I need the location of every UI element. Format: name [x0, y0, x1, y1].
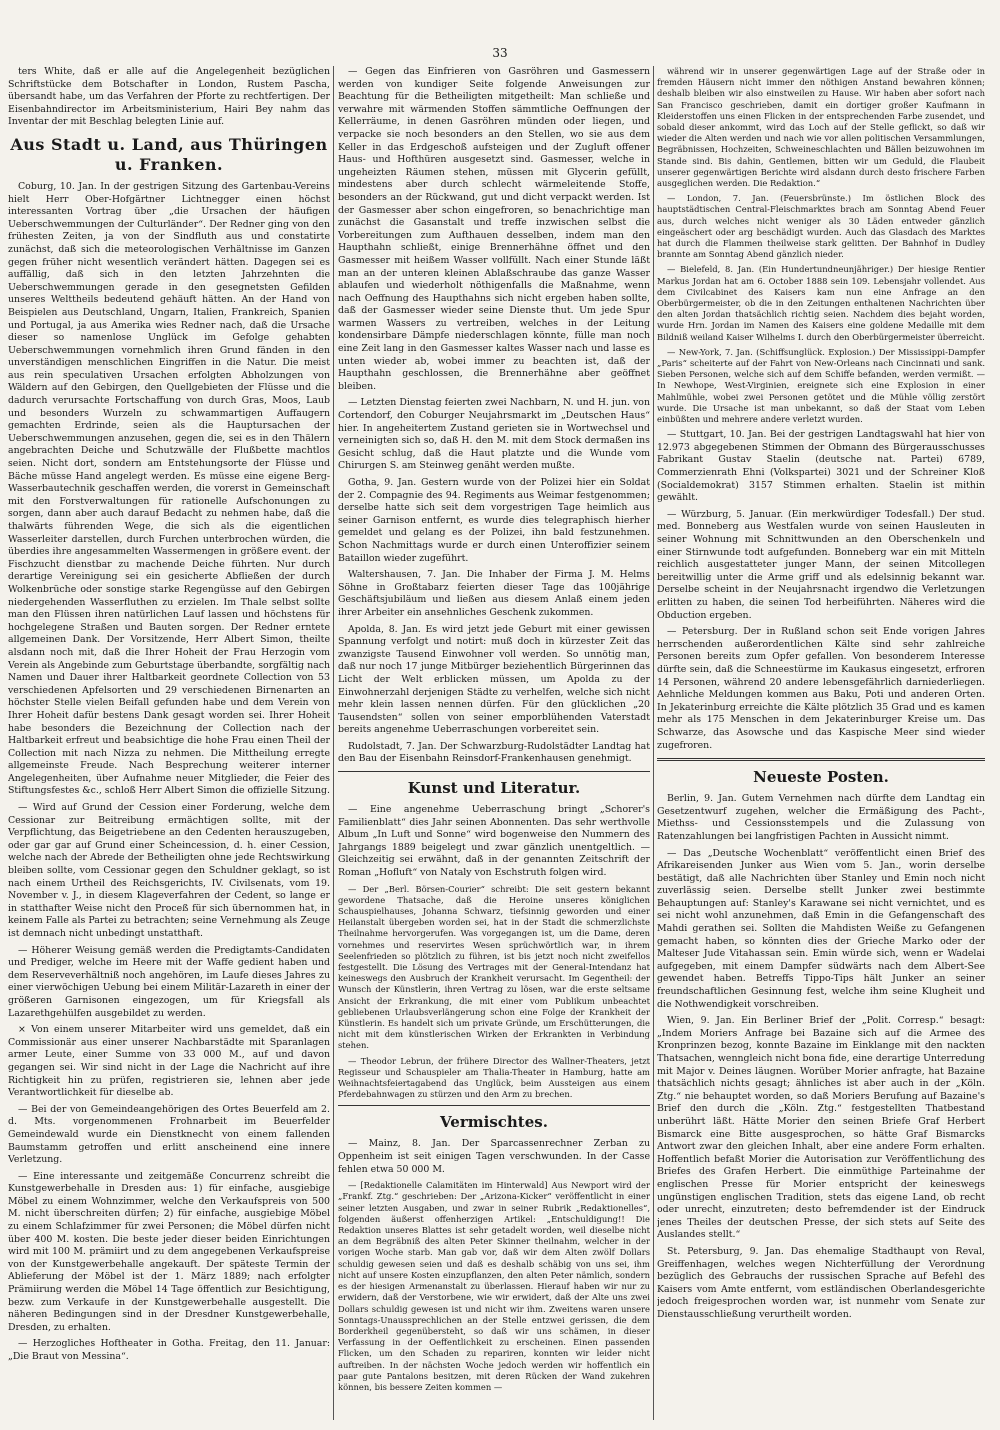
article-beuerfeld: — Bei der von Gemeindeangehörigen des Ortes Beuerfeld am 2. d. Mts. vorgenommenen Frohnarbeit im Beuerfelder Gemeindewald wurde ein Dienstknecht von einem fallenden Baumstamm getroffen und erlitt anscheinend eine innere Verletzung. — [8, 1103, 330, 1166]
article-commissionaer: × Von einem unserer Mitarbeiter wird uns gemeldet, daß ein Commissionär aus einer unserer Nachbarstädte mit Sparanlagen armer Leute, einer Summe von 33 000 M., auf und davon gegangen sei. Wir sind nicht in der Lage die Nachricht auf ihre Richtigkeit hin zu prüfen, registrieren sie, lehnen aber jede Verantwortlichkeit für dieselbe ab. — [8, 1024, 330, 1099]
section-heading-neueste-posten: Neueste Posten. — [753, 768, 889, 787]
section-rule — [338, 771, 650, 772]
article-schorer: — Eine angenehme Ueberraschung bringt „Schorer's Familienblatt“ dies Jahr seinen Abonnenten. Das sehr werthvolle Album „In Luft und Sonne“ wird bogenweise den Nummern des Jahrgangs 1889 beigelegt und zwar gänzlich unentgeltlich. — Gleichzeitig sei erwähnt, daß in der genannten Zeitschrift der Roman „Hofluft“ von Nataly von Eschstruth folgen wird. — [338, 804, 650, 879]
section-heading-kunst: Kunst und Literatur. — [407, 779, 581, 798]
article-gotha: Gotha, 9. Jan. Gestern wurde von der Polizei hier ein Soldat der 2. Compagnie des 94. Regiments aus Weimar festgenommen; derselbe hatte sich seit dem vorgestrigen Tage heimlich aus seiner Garnison entfernt, es wurde dies telegraphisch hierher gemeldet und gelang es der Polizei, ihn bald festzunehmen. Schon Nachmittags wurde er durch einen Unteroffizier seinem Bataillon wieder zugeführt. — [338, 477, 650, 564]
section-rule — [338, 1105, 650, 1106]
article-cession: — Wird auf Grund der Cession einer Forderung, welche dem Cessionar zur Beitreibung ermächtigen sollte, mit der Verpflichtung, das Beigetriebene an den Cedenten herauszugeben, oder gar gar auf Grund einer Scheincession, d. h. einer Cession, welche nach der Abrede der Betheiligten ohne jede Rechtswirkung bleiben sollte, vom Cessionar gegen den Schuldner geklagt, so ist nach einem Urtheil des Reichsgerichts, IV. Civilsenats, vom 19. November v. J., in diesem Klageverfahren der Cedent, so lange er in statthafter Weise nicht den Proceß für sich übernommen hat, in keinem Falle als Partei zu betrachten; seine Vernehmung als Zeuge ist demnach nicht unbedingt unstatthaft. — [8, 802, 330, 939]
article-lebrun: — Theodor Lebrun, der frühere Director des Wallner-Theaters, jetzt Regisseur und Schauspieler am Thalia-Theater in Hamburg, hatte am Weihnachtsfeiertagabend das Unglück, beim Aussteigen aus einem Pferdebahnwagen zu stürzen und den Arm zu brechen. — [338, 1055, 650, 1100]
article-berlin: Berlin, 9. Jan. Gutem Vernehmen nach dürfte dem Landtag ein Gesetzentwurf zugehen, welcher die Ermäßigung des Pacht-, Miethss- und Cessionsstempels und die Zulassung von Ratenzahlungen bei langfristigen Pachten in Aussicht nimmt. — [657, 793, 985, 842]
article-coburg: Coburg, 10. Jan. In der gestrigen Sitzung des Gartenbau-Vereins hielt Herr Ober-Hofgärtner Lichtnegger einen höchst interessanten Vortrag über „die Ursachen der häufigen Ueberschwemmungen der Culturländer“. Der Redner ging von den frühesten Zeiten, ja von der Sindfluth aus und constatirte zunächst, daß sich die meteorologischen Verhältnisse im Ganzen gegen früher nicht wesentlich verändert hätten. Dagegen sei es auffällig, daß sich in den letzten Jahrzehnten die Ueberschwemmungen gerade in den gesegnetsten Gefilden unseres Welttheils bedeutend gehäuft hätten. An der Hand von Beispielen aus Deutschland, Ungarn, Italien, Frankreich, Spanien und Portugal, ja aus Amerika wies Redner nach, daß die Ursache dieser so namenlose Unglück im Gefolge gehabten Ueberschwemmungen vornehmlich ihren Grund fänden in den unverständigen menschlichen Eingriffen in die Natur. Die meist aus rein speculativen Ursachen erfolgten Abholzungen von Wäldern auf den Gebirgen, den Quellgebieten der Flüsse und die dadurch verursachte Fortschaffung von durch Gras, Moos, Laub und besonders Wurzeln zu schwammartigen Auffaugern gemachten Erdrinde, seien als die Hauptursachen der Ueberschwemmungen anzusehen, gegen die, sei es in den Thälern angebrachten Deiche und Schutzwälle der Flußbette machtlos seien. Nicht dort, sondern am Entstehungsorte der Flüsse und Bäche müsse Hand angelegt werden. Es müsse eine eigene Berg-Wasserbautechnik geschaffen werden, die vorerst in Gemeinschaft mit den Forstverwaltungen für rationelle Aufschonungen zu sorgen, dann aber auch darauf Bedacht zu nehmen habe, daß die thalwärts führenden Wege, die sich als die eigentlichen Wasserleiter darstellen, durch Furchen unterbrochen würden, die überdies ihre angesammelten Wassermengen in größere event. der Fischzucht dienstbar zu machende Deiche führten. Nur durch derartige Vereinigung sei ein gesicherte Abfließen der durch Wolkenbrüche oder sonstige starke Regengüsse auf den Gebirgen niedergehenden Wasserfluthen zu erzielen. Im Thale selbst sollte man den Flüssen ihren natürlichen Lauf lassen und höchstens für hochgelegene Straßen und Bauten sorgen. Der Redner erntete allgemeinen Dank. Der Vorsitzende, Herr Albert Simon, theilte alsdann noch mit, daß die Ihrer Hoheit der Frau Herzogin vom Verein als Angebinde zum Geburtstage überbandte, sorgfältig nach Namen und Dauer ihrer Haltbarkeit geordnete Collection von 53 verschiedenen Apfelsorten und 29 verschiedenen Birnenarten an höchster Stelle vielen Beifall gefunden habe und dem Verein von Ihrer Hoheit dafür bestens Dank gesagt worden sei. Ihrer Hoheit habe besonders die Bezeichnung der Collection nach der Haltbarkeit erfreut und beabsichtige die hohe Frau einen Theil der Collection mit nach Nizza zu nehmen. Die Mittheilung erregte allgemeinste Freude. Nach Besprechung weiterer interner Angelegenheiten, über Aufnahme neuer Mitglieder, die Feier des Stiftungsfestes &c., schloß Herr Albert Simon die offizielle Sitzung. — [8, 180, 330, 797]
article-boersen-courier: — Der „Berl. Börsen-Courier“ schreibt: Die seit gestern bekannt gewordene Thatsache, daß die Heroine unseres königlichen Schauspielhauses, Johanna Schwarz, tiefsinnig geworden und einer Heilanstalt übergeben worden sei, hat in der Stadt die schmerzlichste Theilnahme hervorgerufen. Was vorgegangen ist, um die Dame, deren vornehmes und reservirtes Wesen sprüchwörtlich war, in ihrem Seelenfrieden so plötzlich zu führen, ist bis jetzt noch nicht zweifellos festgestellt. Die Lösung des Vertrages mit der General-Intendanz hat keineswegs den Ausbruch der Krankheit verursacht. Im Gegentheil: der Wunsch der Künstlerin, ihren Vertrag zu lösen, war die erste seltsame Ansicht der Erkrankung, die mit einer vom Publikum unbeachtet gebliebenen Urlaubsverlängerung schon eine Folge der Krankheit der Künstlerin. Es handelt sich um private Gründe, um Erschütterungen, die nicht mit dem künstlerischen Wirken der Erkrankten in Verbindung stehen. — [338, 883, 650, 1051]
column-left — [8, 66, 330, 1422]
column-right — [657, 66, 985, 1422]
page-number: 33 — [492, 46, 508, 60]
article-london: — London, 7. Jan. (Feuersbrünste.) Im östlichen Block des hauptstädtischen Central-Fleischmarktes brach am Sonntag Abend Feuer aus, durch welches nicht weniger als 30 Läden entweder gänzlich eingeäschert oder arg beschädigt wurden. Auch das Glasdach des Marktes hat durch die Flammen theilweise stark gelitten. Der Bahnhof in Dudley brannte am Sonntag Abend gänzlich nieder. — [657, 193, 985, 260]
column-middle — [338, 66, 650, 1422]
article-candidates: — Höherer Weisung gemäß werden die Predigtamts-Candidaten und Prediger, welche im Heere mit der Waffe gedient haben und dem Reserveverhältniß noch angehören, im Laufe dieses Jahres zu einer vierwöchigen Uebung bei einem Militär-Lazareth in einer der größeren Garnisonen eingezogen, um für Kriegsfall als Lazarethgehülfen ausgebildet zu werden. — [8, 944, 330, 1019]
article-waltershausen: Waltershausen, 7. Jan. Die Inhaber der Firma J. M. Helms Söhne in Großtabarz feierten dieser Tage das 100jährige Geschäftsjubiläum und ließen aus diesem Anlaß einem jeden ihrer Arbeiter ein ansehnliches Geschenk zukommen. — [338, 569, 650, 618]
article-hinterwald: — [Redaktionelle Calamitäten im Hinterwald] Aus Newport wird der „Frankf. Ztg.“ geschrieben: Der „Arizona-Kicker“ veröffentlicht in einer seiner letzten Ausgaben, und zwar in seiner Rubrik „Redaktionelles“, folgenden äußerst offenherzigen Artikel: „Entschuldigung!! Die Redaktion unseres Blattes ist sehr getadelt worden, weil dieselbe nicht an dem Begräbniß des alten Peter Skinner theilnahm, welcher in der vorigen Woche starb. Man gab vor, daß wir dem Alten zwölf Dollars schuldig gewesen seien und daß es deshalb schäbig von uns sei, ihm nicht auf unsere Kosten einzupflanzen, den alten Peter nämlich, sondern es der hiesigen Armenanstalt zu überlassen. Hierauf haben wir nur zu erwidern, daß der Verstorbene, wie wir erwidert, daß der Alte uns zwei Dollars schuldig gewesen ist und nicht wir ihm. Zweitens waren unsere Sonntags-Unaussprechlichen an der Stelle entzwei gerissen, die dem Borderkheil gegenübersteht, so daß wir uns schämen, in dieser Verfassung in der Oeffentlichkeit zu erscheinen. Einen passenden Flicken, um den Schaden zu repariren, konnten wir leider nicht auftreiben. In der nächsten Woche jedoch werden wir hoffentlich ein paar gute Pantalons besitzen, mit deren Rücken der Wand zukehren können, bis bessere Zeiten kommen — — [338, 1180, 650, 1392]
article-continuation: ters White, daß er alle auf die Angelegenheit bezüglichen Schriftstücke dem Botschafter in London, Rustem Pascha, übersandt habe, um das Verfahren der Pforte zu rechtfertigen. Der Eisenbahndirector im Arbeitsministerium, Hairi Bey nahm das Inventar der mit Beschlag belegten Linie auf. — [8, 66, 330, 128]
article-stuttgart: — Stuttgart, 10. Jan. Bei der gestrigen Landtagswahl hat hier von 12.973 abgegebenen Stimmen der Obmann des Bürgerausschusses Fabrikant Gustav Staelin (deutsche nat. Partei) 6789, Commerzienrath Ehni (Volkspartei) 3021 und der Schreiner Kloß (Socialdemokrat) 3157 Stimmen erhalten. Staelin ist mithin gewählt. — [657, 429, 985, 504]
article-apolda: Apolda, 8. Jan. Es wird jetzt jede Geburt mit einer gewissen Spannung verfolgt und notirt: muß doch in kürzester Zeit das zwanzigste Tausend Einwohner voll werden. So unnötig man, daß nur noch 17 junge Mitbürger beziehentlich Bürgerinnen das Licht der Welt erblicken müssen, um Apolda zu der Einwohnerzahl derjenigen Städte zu verhelfen, welche sich nicht mehr klein lassen nennen dürfen. Für den glücklichen „20 Tausendsten“ sollen von seiner emporblühenden Vaterstadt bereits angenehme Ueberraschungen vorbereitet sein. — [338, 623, 650, 736]
article-wuerzburg: — Würzburg, 5. Januar. (Ein merkwürdiger Todesfall.) Der stud. med. Bonneberg aus Westfalen wurde von seinen Hausleuten in seiner Wohnung mit Schnittwunden an den Oberschenkeln und einer Stirnwunde todt aufgefunden. Bonneberg war ein mit Mitteln reichlich ausgestatteter junger Mann, der seinen Mitcollegen bereitwillig unter die Arme griff und als edelsinnig bekannt war. Derselbe scheint in der Neujahrsnacht irgendwo die Verletzungen erlitten zu haben, die seinen Tod herbeiführten. Näheres wird die Obduction ergeben. — [657, 508, 985, 621]
article-rudolstadt: Rudolstadt, 7. Jan. Der Schwarzburg-Rudolstädter Landtag hat den Bau der Eisenbahn Reinsdorf-Frankenhausen genehmigt. — [338, 740, 650, 765]
article-wochenblatt: — Das „Deutsche Wochenblatt“ veröffentlicht einen Brief des Afrikareisenden Junker aus Wien vom 5. Jan., worin derselbe bestätigt, daß alle Nachrichten über Stanley und Emin noch nicht zuverlässig seien. Derselbe stellt Junker zwei bestimmte Behauptungen auf: Stanley's Karawane sei nicht vernichtet, und es sei nicht wohl anzunehmen, daß Emin in die Gefangenschaft des Mahdi gerathen sei. Sollten die Mahdisten Weiße zu Gefangenen gemacht haben, so könnten dies der Grieche Marko oder der Malteser Jude Vitahassan sein. Emin würde sich, wenn er Wadelai aufgegeben, mit einem Dampfer südwärts nach dem Albert-See gewendet haben. Betreffs Tippo-Tips hält Junker an seiner freundschaftlichen Gesinnung fest, welche ihm seine Klugheit und die Nothwendigkeit vorschreiben. — [657, 847, 985, 1010]
article-bielefeld: — Bielefeld, 8. Jan. (Ein Hundertundneunjähriger.) Der hiesige Rentier Markus Jordan hat am 6. October 1888 sein 109. Lebensjahr vollendet. Aus dem Civilcabinet des Kaisers kam nun eine Anfrage an den Oberbürgermeister, ob die in den Zeitungen enthaltenen Nachrichten über den alten Jordan thatsächlich richtig seien. Nachdem dies bejaht worden, wurde Hrn. Jordan im Namen des Kaisers eine goldene Medaille mit dem Bildniß weiland Kaiser Wilhelms I. durch den Oberbürgermeister überreicht. — [657, 264, 985, 342]
article-cortendorf: — Letzten Dienstag feierten zwei Nachbarn, N. und H. jun. von Cortendorf, den Coburger Neujahrsmarkt im „Deutschen Haus“ hier. In angeheitertem Zustand gerieten sie in Wortwechsel und verneinigten sich so, daß H. den M. mit dem Stock dermaßen ins Gesicht schlug, daß die Haut platzte und die Wunde vom Chirurgen S. am Steinweg genäht werden mußte. — [338, 397, 650, 472]
article-petersburg: — Petersburg. Der in Rußland schon seit Ende vorigen Jahres herrschenden außerordentlichen Kälte sind sehr zahlreiche Personen bereits zum Opfer gefallen. Von besonderem Interesse dürfte sein, daß die Schneestürme im Kaukasus eingesetzt, erfroren 14 Personen, während 20 andere lebensgefährlich darniederliegen. Aehnliche Meldungen kommen aus Baku, Poti und anderen Orten. In Jekaterinburg erreichte die Kälte plötzlich 35 Grad und es kamen mehr als 175 Menschen in dem Jekaterinburger Kreise um. Das Schwarze, das Asowsche und das Kaspische Meer sind wieder zugefroren. — [657, 626, 985, 751]
article-hoftheater: — Herzogliches Hoftheater in Gotha. Freitag, den 11. Januar: „Die Braut von Messina“. — [8, 1338, 330, 1362]
column-divider — [653, 66, 654, 1420]
column-divider — [333, 66, 334, 1420]
article-mainz: — Mainz, 8. Jan. Der Sparcassenrechner Zerban zu Oppenheim ist seit einigen Tagen verschwunden. In der Casse fehlen etwa 50 000 M. — [338, 1138, 650, 1175]
article-wien: Wien, 9. Jan. Ein Berliner Brief der „Polit. Corresp.“ besagt: „Indem Moriers Anfrage bei Bazaine sich auf die Armee des Kronprinzen bezog, konnte Bazaine im Einklange mit den nackten Thatsachen, wenngleich nicht bona fide, eine derartige Unterredung mit Major v. Deines läugnen. Worüber Morier anfragte, hat Bazaine thatsächlich nichts gesagt; ähnliches ist aber auch in der „Köln. Ztg.“ nie behauptet worden, so daß Moriers Berufung auf Bazaine's Brief den durch die „Köln. Ztg.“ festgestellten Thatbestand unberührt läßt. Hätte Morier den seinen Briefe Graf Herbert Bismarck eine Bitte ausgesprochen, so hätte Graf Bismarcks Antwort zwar den gleichen Inhalt, aber eine andere Form erhalten. Hoffentlich befaßt Morier die Autorisation zur Veröffentlichung des Briefes des Grafen Herbert. Die einmüthige Parteinahme der englischen Presse für Morier entspricht der keineswegs ungünstigen englischen Tradition, stets das eigene Land, ob recht oder unrecht, einzutreten; desto befremdender ist der Eindruck jenes Theiles der deutschen Presse, der sich stets auf Seite des Auslandes stellt.“ — [657, 1015, 985, 1241]
article-new-york: — New-York, 7. Jan. (Schiffsunglück. Explosion.) Der Mississippi-Dampfer „Paris“ scheiterte auf der Fahrt von New-Orleans nach Cincinnati und sank. Sieben Personen, welche sich auf dem Schiffe befanden, werden vermißt. — In Newhope, West-Virginien, ereignete sich eine Explosion in einer Mahlmühle, wobei zwei Personen getötet und die Mühle völlig zerstört wurde. Die Ursache ist man unbekannt, so daß der Staat vom Leben einbüßten und mehrere andere verletzt wurden. — [657, 346, 985, 425]
article-st-petersburg: St. Petersburg, 9. Jan. Das ehemalige Stadthaupt von Reval, Greiffenhagen, welches wegen Nichterfüllung der Verordnung bezüglich des Gebrauchs der russischen Sprache auf Befehl des Kaisers vom Amte entfernt, vom estländischen Oberlandesgerichte jedoch freigesprochen worden war, ist nunmehr vom Senate zur Dienstausschließung verurtheilt worden. — [657, 1245, 985, 1320]
section-heading-vermischtes: Vermischtes. — [440, 1113, 548, 1132]
article-continuation-redaktion: während wir in unserer gegenwärtigen Lage auf der Straße oder in fremden Häusern nicht immer den nöthigen Anstand bewahren können; deshalb bleiben wir also einstweilen zu Hause. Wir haben aber sofort nach San Francisco geschrieben, damit ein dortiger großer Kaufmann in Kleiderstoffen uns einen Flicken in der entsprechenden Farbe zusendet, und sobald dieser ankommt, wird das Loch auf der Stelle geflickt, so daß wir wieder die Alten werden und nach wie vor allen politischen Versammlungen, Begräbnissen, Hochzeiten, Schweineschlachten und Bällen beizuwohnen im Stande sind. Bis dahin, Gentlemen, bitten wir um Geduld, die Flaubeit unserer gegenwärtigen Berichte wird alsdann durch desto frischere Farben ausgeglichen werden. Die Redaktion.“ — [657, 66, 985, 189]
article-dresden: — Eine interessante und zeitgemäße Concurrenz schreibt die Kunstgewerbehalle in Dresden aus: 1) für einfache, ausgiebige Möbel zu einem Wohnzimmer, welche den Verkaufspreis von 500 M. nicht überschreiten dürfen; 2) für einfache, ausgiebige Möbel zu einem Schlafzimmer für zwei Personen; die Möbel dürfen nicht über 400 M. kosten. Die beste jeder dieser beiden Einrichtungen wird mit 100 M. prämiirt und zu dem angegebenen Verkaufspreise von der Kunstgewerbehalle angekauft. Der späteste Termin der Ablieferung der Möbel ist der 1. März 1889; nach erfolgter Prämiirung werden die Möbel 14 Tage öffentlich zur Besichtigung, bezw. zum Verkaufe in der Kunstgewerbehalle ausgestellt. Die näheren Bedingungen sind in der Dresdner Kunstgewerbehalle, Dresden, zu erhalten. — [8, 1170, 330, 1333]
article-gasroehren: — Gegen das Einfrieren von Gasröhren und Gasmessern werden von kundiger Seite folgende Anweisungen zur Beachtung für die Betheiligten mitgetheilt: Man schließe und verwahre mit wärmenden Stoffen sämmtliche Oeffnungen der Kellerräume, in denen Gasröhren münden oder liegen, und verpacke sie noch besonders an den Stellen, wo sie aus dem Keller in das Erdgeschoß aufsteigen und der Zugluft offener Haus- und Hofthüren ausgesetzt sind. Gasmesser, welche in ungeheizten Räumen stehen, müssen mit Glycerin gefüllt, mindestens aber durch schlecht wärmeleitende Stoffe, besonders an der Rückwand, gut und dicht verpackt werden. Ist der Gasmesser aber schon eingefroren, so benachrichtige man zunächst die Gasanstalt und treffe inzwischen selbst die Vorbereitungen zum Aufthauen desselben, indem man den Haupthahn schließt, einige Brennerhähne öffnet und den Gasmesser mit heißem Wasser vollfüllt. Nach einer Stunde läßt man an der unteren kleinen Ablaßschraube das ganze Wasser ablaufen und wiederholt nöthigenfalls die Maßnahme, wenn nach Oeffnung des Haupthahns sich nicht ergeben haben sollte, daß der Gasmesser wieder seine Dienste thut. Um jede Spur warmen Wassers zu vertreiben, welches in der Leitung kondensirbare Dämpfe niederschlagen könnte, fülle man noch eine Zeit lang in den Gasmesser kaltes Wasser nach und lasse es unten wieder ab, wobei immer zu beachten ist, daß der Haupthahn geschlossen, die Brennerhähne aber geöffnet bleiben. — [338, 66, 650, 392]
section-rule — [657, 758, 985, 761]
section-heading-local: Aus Stadt u. Land, aus Thüringen u. Franken. — [10, 134, 328, 174]
